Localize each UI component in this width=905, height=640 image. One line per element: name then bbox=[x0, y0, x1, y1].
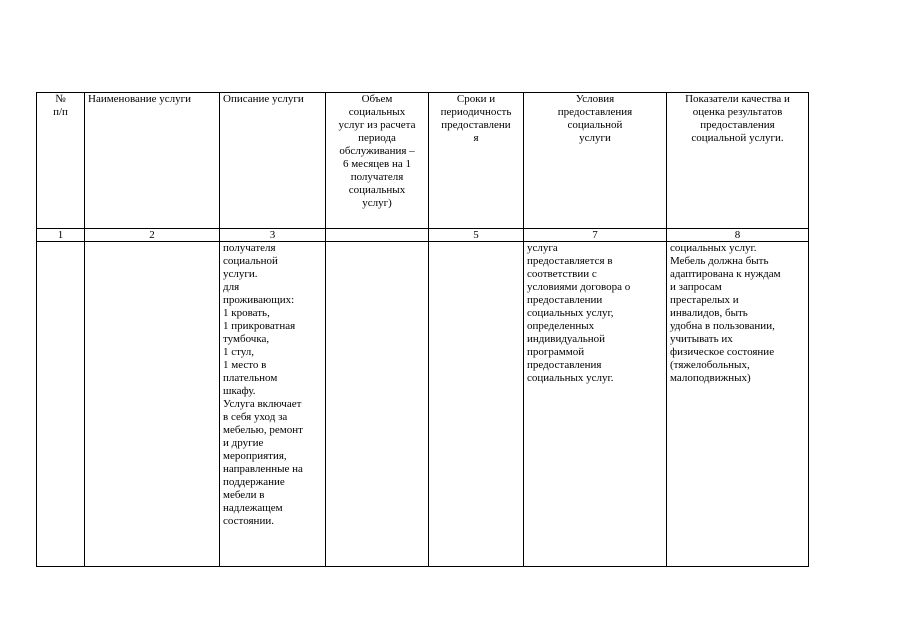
header-service-description: Описание услуги bbox=[220, 93, 326, 229]
cell-service-name bbox=[85, 242, 220, 567]
header-service-name: Наименование услуги bbox=[85, 93, 220, 229]
column-number-4 bbox=[326, 229, 429, 242]
cell-service-volume bbox=[326, 242, 429, 567]
cell-service-description: получателя социальной услуги. для проживающих: 1 кровать, 1 прикроватная тумбочка, 1 стул, 1 место в плательном шкафу. Услуга включает в себя уход за мебелью, ремонт и другие мероприятия, направленные на поддержание мебели в надлежащем состоянии. bbox=[220, 242, 326, 567]
column-number-2: 2 bbox=[85, 229, 220, 242]
header-quality-indicators: Показатели качества и оценка результатов предоставления социальной услуги. bbox=[667, 93, 809, 229]
column-number-1: 1 bbox=[37, 229, 85, 242]
column-number-7: 7 bbox=[524, 229, 667, 242]
header-number: № п/п bbox=[37, 93, 85, 229]
cell-quality-indicators: социальных услуг. Мебель должна быть адаптирована к нуждам и запросам престарелых и инвалидов, быть удобна в пользовании, учитывать их физическое состояние (тяжелобольных, малоподвижных) bbox=[667, 242, 809, 567]
header-provision-conditions: Условия предоставления социальной услуги bbox=[524, 93, 667, 229]
header-row bbox=[37, 93, 809, 229]
header-service-volume: Объем социальных услуг из расчета периода обслуживания – 6 месяцев на 1 получателя социальных услуг) bbox=[326, 93, 429, 229]
column-number-5: 5 bbox=[429, 229, 524, 242]
cell-number bbox=[37, 242, 85, 567]
table-row bbox=[37, 242, 809, 567]
column-number-3: 3 bbox=[220, 229, 326, 242]
cell-provision-conditions: услуга предоставляется в соответствии с условиями договора о предоставлении социальных услуг, определенных индивидуальной программой предоставления социальных услуг. bbox=[524, 242, 667, 567]
social-services-table bbox=[36, 92, 809, 567]
cell-terms-periodicity bbox=[429, 242, 524, 567]
column-numbers-row bbox=[37, 229, 809, 242]
column-number-8: 8 bbox=[667, 229, 809, 242]
header-terms-periodicity: Сроки и периодичность предоставлени я bbox=[429, 93, 524, 229]
